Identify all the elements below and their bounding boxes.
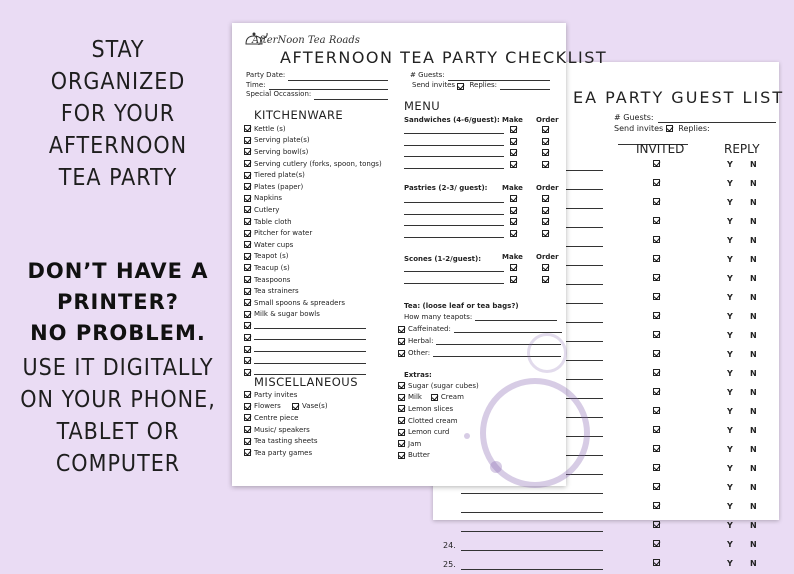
item-label: Milk & sugar bowls (254, 310, 320, 319)
guest-meta (410, 71, 550, 90)
promo-line: TABLET OR (56, 419, 180, 445)
make-checkbox-icon[interactable] (510, 276, 517, 283)
item-label: Clotted cream (408, 416, 458, 425)
invited-checkbox-icon[interactable] (653, 293, 660, 300)
promo-bold-line: PRINTER? (57, 290, 179, 314)
item-label: Music/ speakers (254, 425, 310, 434)
send-invites-label: Send invites (412, 80, 456, 89)
list-item[interactable] (244, 123, 382, 135)
invited-checkbox-icon[interactable] (653, 521, 660, 528)
order-checkbox-icon[interactable] (542, 161, 549, 168)
guests-field[interactable] (448, 74, 550, 81)
promo-line: FOR YOUR (60, 101, 176, 127)
checkbox-icon[interactable] (398, 350, 405, 357)
invited-checkbox-icon[interactable] (653, 312, 660, 319)
checkbox-icon[interactable] (398, 452, 405, 459)
menu-line (404, 275, 554, 287)
row-number: 24. (443, 541, 456, 550)
list-item[interactable] (244, 227, 382, 239)
checkbox-icon[interactable] (398, 429, 405, 436)
invited-checkbox-icon[interactable] (653, 331, 660, 338)
item-label: Tea party games (254, 448, 313, 457)
brand-logo: AfterNoon Tea Roads (252, 35, 360, 46)
promo-line: ON YOUR PHONE, (20, 387, 216, 413)
menu-line (404, 125, 554, 137)
order-checkbox-icon[interactable] (542, 138, 549, 145)
table-row (433, 498, 779, 517)
menu-line-field[interactable] (404, 168, 504, 169)
make-checkbox-icon[interactable] (510, 149, 517, 156)
item-label: Sugar (sugar cubes) (408, 381, 479, 390)
checkbox-icon[interactable] (244, 288, 251, 295)
checkbox-icon[interactable] (244, 334, 251, 341)
checkbox-icon[interactable] (666, 125, 673, 132)
promo-line: USE IT DIGITALLY (22, 355, 214, 381)
item-label: Teacup (s) (254, 263, 290, 272)
checkbox-icon[interactable] (244, 438, 251, 445)
promo-bold (0, 256, 236, 349)
menu-line (404, 229, 554, 241)
list-item[interactable] (244, 181, 382, 193)
reply-yes[interactable]: Y (727, 426, 733, 435)
time-field[interactable] (269, 83, 389, 90)
reply-no[interactable]: N (750, 350, 757, 359)
reply-no[interactable]: N (750, 160, 757, 169)
list-item[interactable] (244, 412, 328, 424)
checkbox-icon[interactable] (398, 440, 405, 447)
pastries-label: Pastries (2-3/ guest): (404, 184, 488, 192)
reply-no[interactable]: N (750, 388, 757, 397)
menu-line (404, 160, 554, 172)
item-label: Lemon slices (408, 404, 454, 413)
reply-yes[interactable]: Y (727, 369, 733, 378)
make-checkbox-icon[interactable] (510, 195, 517, 202)
reply-no[interactable]: N (750, 407, 757, 416)
list-item[interactable] (398, 380, 479, 392)
reply-no[interactable]: N (750, 521, 757, 530)
pastries-lines (404, 194, 554, 240)
checkbox-icon[interactable] (244, 369, 251, 376)
item-label: Water cups (254, 240, 294, 249)
list-item[interactable] (244, 401, 328, 413)
item-label: Serving cutlery (forks, spoon, tongs) (254, 159, 382, 168)
list-item[interactable] (244, 251, 382, 263)
make-checkbox-icon[interactable] (510, 230, 517, 237)
reply-yes[interactable]: Y (727, 521, 733, 530)
item-label: Party invites (254, 390, 298, 399)
item-label: Serving bowl(s) (254, 147, 309, 156)
kitchenware-heading: KITCHENWARE (254, 108, 344, 122)
invited-checkbox-icon[interactable] (653, 274, 660, 281)
reply-no[interactable]: N (750, 255, 757, 264)
checklist-title: AFTERNOON TEA PARTY CHECKLIST (280, 48, 608, 67)
misc-heading: MISCELLANEOUS (254, 375, 358, 389)
make-checkbox-icon[interactable] (510, 138, 517, 145)
party-date-field[interactable] (288, 74, 388, 81)
item-label: Pitcher for water (254, 229, 313, 238)
party-meta (246, 71, 388, 100)
invited-checkbox-icon[interactable] (653, 464, 660, 471)
reply-no[interactable]: N (750, 540, 757, 549)
item-label: Table cloth (254, 217, 292, 226)
list-item[interactable] (244, 389, 328, 401)
checkbox-icon[interactable] (398, 417, 405, 424)
table-row (433, 517, 779, 536)
menu-line (404, 194, 554, 206)
reply-yes[interactable]: Y (727, 540, 733, 549)
send-invites-label: Send invites (614, 124, 664, 133)
invited-checkbox-icon[interactable] (653, 255, 660, 262)
reply-no[interactable]: N (750, 483, 757, 492)
item-label: Jam (408, 439, 422, 448)
list-item[interactable] (244, 239, 382, 251)
list-item[interactable] (244, 424, 328, 436)
tea-stain-ring-small (527, 333, 567, 373)
checkbox-icon[interactable] (244, 148, 251, 155)
checkbox-icon[interactable] (244, 253, 251, 260)
list-item[interactable] (244, 435, 328, 447)
list-item[interactable] (244, 204, 382, 216)
checkbox-icon[interactable] (244, 218, 251, 225)
checkbox-icon[interactable] (244, 346, 251, 353)
reply-no[interactable]: N (750, 217, 757, 226)
invited-checkbox-icon[interactable] (653, 559, 660, 566)
blank-list-item[interactable] (244, 355, 382, 367)
checkbox-icon[interactable] (398, 338, 405, 345)
list-item[interactable] (398, 392, 479, 404)
replies-field[interactable] (500, 83, 550, 90)
promo-text (0, 0, 236, 529)
reply-yes[interactable]: Y (727, 350, 733, 359)
tea-heading: Tea: (loose leaf or tea bags?) (404, 302, 519, 310)
item-label: Butter (408, 451, 430, 460)
list-item[interactable] (244, 285, 382, 297)
order-header: Order (536, 116, 559, 124)
reply-yes[interactable]: Y (727, 179, 733, 188)
checkbox-icon[interactable] (244, 137, 251, 144)
reply-no[interactable]: N (750, 426, 757, 435)
item-label: Lemon curd (408, 428, 450, 437)
menu-line-field[interactable] (404, 237, 504, 238)
invited-checkbox-icon[interactable] (653, 540, 660, 547)
invited-checkbox-icon[interactable] (653, 350, 660, 357)
item-label: Tiered plate(s) (254, 171, 305, 180)
extras-heading: Extras: (404, 371, 432, 379)
item-label: Cutlery (254, 205, 280, 214)
reply-no[interactable]: N (750, 464, 757, 473)
invited-header: INVITED (636, 142, 685, 156)
item-label: Kettle (s) (254, 124, 286, 133)
reply-yes[interactable]: Y (727, 445, 733, 454)
promo-line: AFTERNOON (48, 133, 188, 159)
order-checkbox-icon[interactable] (542, 195, 549, 202)
reply-no[interactable]: N (750, 369, 757, 378)
menu-line (404, 263, 554, 275)
checkbox-icon[interactable] (244, 299, 251, 306)
misc-list (244, 389, 328, 459)
checkbox-icon[interactable] (244, 172, 251, 179)
replies-label: Replies: (469, 80, 498, 89)
reply-yes[interactable]: Y (727, 293, 733, 302)
make-header: Make (502, 184, 523, 192)
item-label: Teaspoons (254, 275, 291, 284)
blank-line-field[interactable] (254, 358, 366, 364)
reply-yes[interactable]: Y (727, 331, 733, 340)
checkbox-icon[interactable] (244, 276, 251, 283)
list-item[interactable] (244, 146, 382, 158)
order-checkbox-icon[interactable] (542, 264, 549, 271)
checkbox-icon[interactable] (244, 195, 251, 202)
blank-line-field[interactable] (254, 323, 366, 329)
scones-label: Scones (1-2/guest): (404, 255, 481, 263)
invited-checkbox-icon[interactable] (653, 369, 660, 376)
time-label: Time: (246, 80, 266, 89)
order-header: Order (536, 253, 559, 261)
reply-header: REPLY (724, 142, 760, 156)
checkbox-icon[interactable] (244, 241, 251, 248)
promo-bold-line: DON’T HAVE A (27, 259, 209, 283)
checkbox-icon[interactable] (244, 230, 251, 237)
menu-line-field[interactable] (404, 156, 504, 157)
invited-checkbox-icon[interactable] (653, 388, 660, 395)
list-item[interactable] (398, 438, 479, 450)
menu-line-field[interactable] (404, 225, 504, 226)
guest-list-title: EA PARTY GUEST LIST (573, 88, 785, 107)
reply-no[interactable]: N (750, 274, 757, 283)
list-item[interactable] (244, 135, 382, 147)
reply-yes[interactable]: Y (727, 559, 733, 568)
reply-no[interactable]: N (750, 198, 757, 207)
list-item[interactable] (244, 447, 328, 459)
scones-lines (404, 263, 554, 286)
checkbox-icon[interactable] (244, 206, 251, 213)
menu-line-field[interactable] (404, 271, 504, 272)
tea-stain-drop (490, 461, 502, 473)
item-label: Napkins (254, 194, 283, 203)
promo-bold-line: NO PROBLEM. (30, 321, 206, 345)
promo-line: TEA PARTY (58, 165, 178, 191)
menu-line-field[interactable] (404, 214, 504, 215)
guests-label: # Guests: (410, 71, 445, 79)
list-item[interactable] (398, 403, 479, 415)
item-label: Milk (408, 393, 422, 402)
list-item[interactable] (244, 158, 382, 170)
item-label: Serving plate(s) (254, 136, 310, 145)
order-checkbox-icon[interactable] (542, 149, 549, 156)
reply-yes[interactable]: Y (727, 464, 733, 473)
guest-name-field[interactable] (461, 512, 603, 513)
reply-yes[interactable]: Y (727, 255, 733, 264)
guest-name-field[interactable] (461, 550, 603, 551)
party-date-label: Party Date: (246, 71, 286, 79)
row-number: 25. (443, 560, 456, 569)
promo-line: COMPUTER (55, 451, 181, 477)
blank-list-item[interactable] (244, 332, 382, 344)
sandwiches-label: Sandwiches (4-6/guest): (404, 116, 500, 124)
menu-line (404, 148, 554, 160)
item-label: Vase(s) (301, 402, 328, 411)
make-checkbox-icon[interactable] (510, 161, 517, 168)
checkbox-icon[interactable] (244, 160, 251, 167)
reply-yes[interactable]: Y (727, 274, 733, 283)
checkbox-icon[interactable] (244, 125, 251, 132)
sandwiches-lines (404, 125, 554, 171)
order-checkbox-icon[interactable] (542, 218, 549, 225)
item-label: Tea tasting sheets (254, 437, 318, 446)
order-checkbox-icon[interactable] (542, 207, 549, 214)
invited-checkbox-icon[interactable] (653, 217, 660, 224)
reply-no[interactable]: N (750, 331, 757, 340)
invited-checkbox-icon[interactable] (653, 502, 660, 509)
list-item[interactable] (244, 193, 382, 205)
menu-line-field[interactable] (404, 133, 504, 134)
checkbox-icon[interactable] (244, 414, 251, 421)
blank-line-field[interactable] (254, 346, 366, 352)
table-row (433, 555, 779, 574)
reply-no[interactable]: N (750, 559, 757, 568)
menu-line (404, 206, 554, 218)
invited-checkbox-icon[interactable] (653, 179, 660, 186)
replies-label: Replies: (678, 124, 710, 133)
menu-line-field[interactable] (404, 145, 504, 146)
reply-yes[interactable]: Y (727, 217, 733, 226)
item-label: Plates (paper) (254, 182, 304, 191)
table-row (433, 536, 779, 555)
reply-yes[interactable]: Y (727, 198, 733, 207)
item-label: Flowers (254, 402, 281, 411)
make-header: Make (502, 253, 523, 261)
reply-no[interactable]: N (750, 236, 757, 245)
guest-name-field[interactable] (461, 493, 603, 494)
blank-line-field[interactable] (254, 334, 366, 340)
blank-list-item[interactable] (244, 343, 382, 355)
checkbox-icon[interactable] (244, 264, 251, 271)
invited-checkbox-icon[interactable] (653, 160, 660, 167)
item-label: Teapot (s) (254, 252, 289, 261)
teapots-label: How many teapots: (404, 313, 473, 321)
guest-name-field[interactable] (461, 569, 603, 570)
reply-yes[interactable]: Y (727, 502, 733, 511)
item-label: Cream (440, 393, 464, 402)
reply-no[interactable]: N (750, 293, 757, 302)
checkbox-icon[interactable] (431, 394, 438, 401)
invited-checkbox-icon[interactable] (653, 445, 660, 452)
reply-no[interactable]: N (750, 179, 757, 188)
order-header: Order (536, 184, 559, 192)
reply-no[interactable]: N (750, 502, 757, 511)
list-item[interactable] (244, 169, 382, 181)
checkbox-icon[interactable] (244, 311, 251, 318)
caffeinated-label: Caffeinated: (408, 325, 451, 333)
send-invites-checkbox[interactable] (457, 83, 464, 90)
reply-yes[interactable]: Y (727, 160, 733, 169)
list-item[interactable] (244, 274, 382, 286)
menu-line (404, 137, 554, 149)
checkbox-icon[interactable] (244, 391, 251, 398)
checkbox-icon[interactable] (244, 426, 251, 433)
make-checkbox-icon[interactable] (510, 126, 517, 133)
herbal-label: Herbal: (408, 337, 434, 345)
promo-line: STAY (91, 37, 145, 63)
make-checkbox-icon[interactable] (510, 207, 517, 214)
item-label: Centre piece (254, 413, 299, 422)
special-occasion-label: Special Occassion: (246, 90, 312, 98)
checkbox-icon[interactable] (244, 183, 251, 190)
invited-checkbox-icon[interactable] (653, 426, 660, 433)
menu-heading: MENU (404, 99, 441, 113)
guest-name-field[interactable] (461, 531, 603, 532)
checkbox-icon[interactable] (398, 382, 405, 389)
invited-checkbox-icon[interactable] (653, 198, 660, 205)
teapots-field[interactable] (475, 314, 557, 321)
reply-yes[interactable]: Y (727, 407, 733, 416)
reply-no[interactable]: N (750, 312, 757, 321)
checkbox-icon[interactable] (398, 405, 405, 412)
invited-checkbox-icon[interactable] (653, 236, 660, 243)
promo-rest (0, 352, 236, 480)
item-label: Tea strainers (254, 287, 299, 296)
special-occasion-field[interactable] (314, 93, 388, 100)
checklist-page (232, 23, 608, 486)
order-checkbox-icon[interactable] (542, 230, 549, 237)
menu-line (404, 217, 554, 229)
checkbox-icon[interactable] (244, 357, 251, 364)
caffeinated-field[interactable] (454, 326, 562, 333)
blank-list-item[interactable] (244, 320, 382, 332)
reply-yes[interactable]: Y (727, 312, 733, 321)
list-item[interactable] (244, 216, 382, 228)
checkbox-icon[interactable] (244, 403, 251, 410)
guest-list-meta (614, 112, 779, 145)
item-label: Small spoons & spreaders (254, 298, 345, 307)
make-checkbox-icon[interactable] (510, 264, 517, 271)
make-header: Make (502, 116, 523, 124)
checkbox-icon[interactable] (244, 322, 251, 329)
make-checkbox-icon[interactable] (510, 218, 517, 225)
promo-top (0, 34, 236, 194)
checkbox-icon[interactable] (398, 326, 405, 333)
reply-yes[interactable]: Y (727, 388, 733, 397)
list-item[interactable] (244, 309, 382, 321)
guests-label: # Guests: (614, 113, 654, 122)
invited-checkbox-icon[interactable] (653, 483, 660, 490)
list-item[interactable] (398, 415, 479, 427)
list-item[interactable] (244, 297, 382, 309)
promo-line: ORGANIZED (50, 69, 186, 95)
extras-list (398, 380, 479, 461)
checkbox-icon[interactable] (398, 394, 405, 401)
reply-yes[interactable]: Y (727, 236, 733, 245)
checkbox-icon[interactable] (244, 449, 251, 456)
reply-no[interactable]: N (750, 445, 757, 454)
list-item[interactable] (244, 262, 382, 274)
order-checkbox-icon[interactable] (542, 126, 549, 133)
menu-line-field[interactable] (404, 202, 504, 203)
menu-line-field[interactable] (404, 283, 504, 284)
reply-yes[interactable]: Y (727, 483, 733, 492)
other-label: Other: (408, 349, 431, 357)
tea-stain-drop (464, 433, 470, 439)
list-item[interactable] (398, 450, 479, 462)
order-checkbox-icon[interactable] (542, 276, 549, 283)
kitchenware-list (244, 123, 382, 378)
invited-checkbox-icon[interactable] (653, 407, 660, 414)
checkbox-icon[interactable] (292, 403, 299, 410)
